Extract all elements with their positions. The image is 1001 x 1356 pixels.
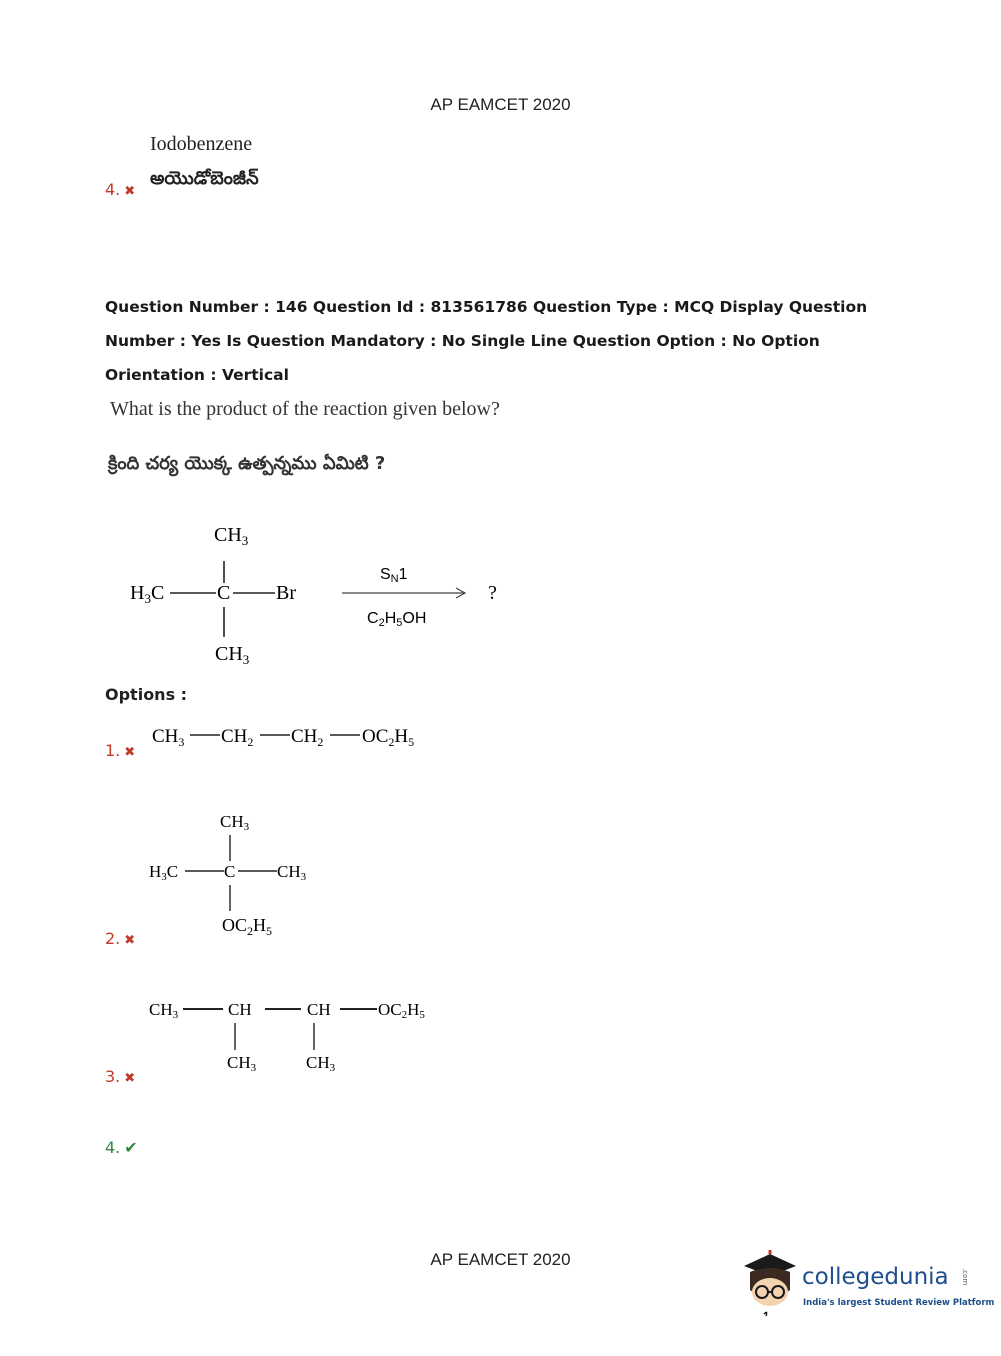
cross-icon: ✖ [124,745,136,760]
option-1-structure[interactable] [150,720,450,754]
option-1-number-label: 1. [105,741,121,760]
cross-icon: ✖ [124,184,136,199]
reaction-bottom-group: $CH_3$ [215,643,250,667]
option-4-number[interactable] [105,1138,138,1157]
prev-option-english: Iodobenzene [150,133,253,155]
option-3-number-label: 3. [105,1067,121,1086]
prev-option-number-label: 4. [105,180,121,199]
option-1-number[interactable] [105,741,135,760]
page-header-title: AP EAMCET 2020 [430,95,571,114]
option-2-top-group: CH3 [220,812,250,833]
option-3-group-4: OC2H5 [378,1000,425,1021]
reaction-product: ? [488,582,497,604]
brand-name [802,1264,949,1290]
brand-tagline: India's largest Student Review Platform [803,1298,995,1308]
options-label: Options : [105,685,188,704]
reaction-condition-bottom: C2H5OH [367,610,427,629]
reaction-right-group: Br [276,582,296,604]
logo-chin-mark [764,1312,767,1316]
option-4-number-label: 4. [105,1138,121,1157]
option-2-number[interactable] [105,929,135,948]
option-3-group-2: CH [228,1000,252,1019]
cross-icon: ✖ [124,933,136,948]
option-2-number-label: 2. [105,929,121,948]
option-3-number[interactable] [105,1067,135,1086]
option-2-structure[interactable] [145,805,345,935]
collegedunia-mascot-logo [740,1248,800,1318]
reaction-top-group: $CH_3$ [214,524,249,548]
question-meta-line-1: Question Number : 146 Question Id : 813561786 Question Type : MCQ Display Question [105,298,868,316]
reaction-diagram [120,515,520,675]
question-meta [105,290,875,392]
brand-name-text: collegedunia [802,1264,949,1290]
option-3-structure[interactable] [145,995,445,1080]
reaction-left-group: $H_3C$ [130,582,165,606]
option-2-center-carbon: C [224,862,236,881]
question-meta-line-3: Orientation : Vertical [105,366,289,384]
option-3-branch-1: CH3 [227,1053,257,1074]
option-1-group-3: $CH_2$ [291,726,324,749]
option-1-group-2: $CH_2$ [221,726,254,749]
option-2-left-group: H3C [149,862,179,883]
check-icon: ✔ [124,1138,138,1157]
cross-icon: ✖ [124,1071,136,1086]
option-1-group-4: $OC_2H_5$ [362,726,415,749]
question-text-telugu: క్రింది చర్య యొక్క ఉత్పన్నము ఏమిటి ? [108,453,386,474]
option-3-group-3: CH [307,1000,331,1019]
option-3-group-1: CH3 [149,1000,179,1021]
prev-option-number [105,180,135,199]
reaction-condition-top: SN1 [380,566,408,585]
option-1-group-1: $CH_3$ [152,726,185,749]
page-footer-title: AP EAMCET 2020 [430,1250,571,1269]
question-meta-line-2: Number : Yes Is Question Mandatory : No Single Line Question Option : No Option [105,332,820,350]
option-2-right-group: CH3 [277,862,307,883]
option-2-bottom-group: $OC_2H_5$ [222,915,273,935]
option-3-branch-2: CH3 [306,1053,336,1074]
brand-suffix: .com [961,1268,969,1286]
question-text-english: What is the product of the reaction given below? [110,398,500,420]
prev-option-telugu: అయొడోబెంజీన్ [150,168,259,189]
reaction-center-carbon: C [217,582,231,604]
